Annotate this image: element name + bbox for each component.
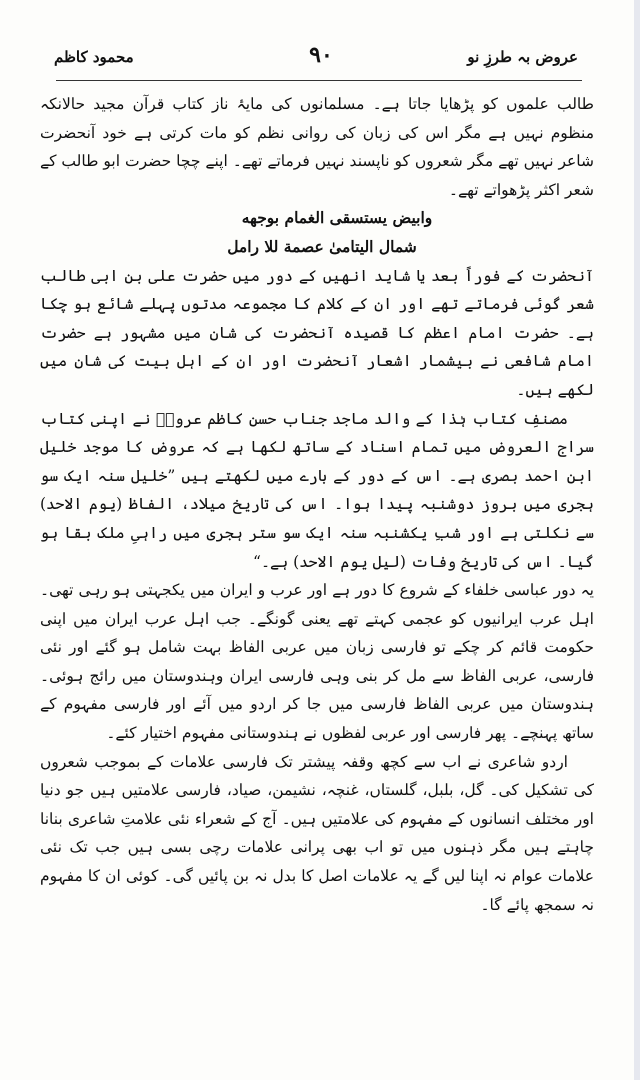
page-number: ٩٠ xyxy=(309,42,333,68)
paragraph-4: یہ دور عباسی خلفاء کے شروع کا دور ہے اور عرب و ایران میں یکجہتی ہو رہی تھی۔ اہل عرب ایرانیوں کو عجمی کہتے تھے یعنی گونگے۔ جب اہل عرب ایران میں اپنی حکومت قائم کر چکے تو فارسی زبان میں عربی الفاظ بہت شامل ہو گئے اور نئی فارسی، عربی الفاظ سے مل کر بنی وہی فارسی ایران وہندوستان میں رائج ہوئی۔ ہندوستان میں عربی الفاظ فارسی میں جا کر اردو میں آئے اور فارسی مفہوم کے ساتھ پہنچے۔ پھر فارسی اور عربی لفظوں نے ہندوستانی مفہوم اختیار کئے۔ xyxy=(40,581,594,743)
arabic-verse-line-2: شمال الیتامیٰ عصمة للا رامل xyxy=(227,236,417,256)
paragraph-1: طالب علموں کو پڑھایا جاتا ہے۔ مسلمانوں کی مایۂ ناز کتاب قرآن مجید حالانکہ منظوم نہیں ہے مگر اس کی زبان کی روانی نظم کو مات کرتی ہے خود آنحضرت شاعر نہیں تھے مگر شعروں کو ناپسند نہیں فرماتے تھے۔ اپنے چچا حضرت ابو طالب کے شعر اکثر پڑھواتے تھے۔ xyxy=(40,95,594,199)
paragraph-2: آنحضرت کے فوراً بعد یا شاید انھیں کے دور میں حضرت علی بن ابی طالب شعر گوئی فرماتے تھے اور ان کے کلام کا مجموعہ مدتوں پہلے شائع ہو چکا ہے۔ حضرت امام اعظم کا قصیدہ آنحضرت کی شان میں مشہور ہے حضرت امام شافعی نے بیشمار اشعار آنحضرت اور ان کے اہل بیت کی شان میں لکھے ہیں۔ xyxy=(40,266,594,399)
paragraph-5: اردو شاعری نے اب سے کچھ وقفہ پیشتر تک فارسی علامات کے بموجب شعروں کی تشکیل کی۔ گل، بلبل، گلستاں، غنچہ، نشیمن، صیاد، فارسی علامتیں ہیں جو دنیا اور مختلف انسانوں کے مفہوم کی علامتیں ہیں۔ آج کے شعراء نئی علامتِ شاعری بنانا چاہتے ہیں مگر ذہنوں میں تو اب بھی پرانی علامات رچی بسی ہیں جب تک نئی علامات عوام نہ اپنا لیں گے یہ علامات اصل کا بدل نہ بن پائیں گی۔ کوئی ان کا مفہوم نہ سمجھ پائے گا۔ xyxy=(40,752,594,914)
page-body xyxy=(40,90,594,919)
page-header xyxy=(44,42,598,72)
author-name: محمود کاظم xyxy=(54,48,134,66)
book-title: عروض بہ طرزِ نو xyxy=(467,48,578,66)
paragraph-3: مصنفِ کتاب ہٰذا کے والد ماجد جناب حسن کاظم عروضؔ نے اپنی کتاب سراج العروض میں تمام اسناد کے ساتھ لکھا ہے کہ عروض کا موجد خلیل ابن احمد بصری ہے۔ اس کے دور کے بارے میں لکھتے ہیں ”خلیل سنہ ایک سو ہجری میں بروز دوشنبہ پیدا ہوا۔ اس کی تاریخ میلاد، الفاظ (یوم الاحد) سے نکلتی ہے اور شبِ یکشنبہ سنہ ایک سو ستر ہجری میں راہیِ ملک بقا ہو گیا۔ اس کی تاریخ وفات (لیل یوم الاحد) ہے۔“ xyxy=(40,409,594,571)
arabic-verse-line-1: وابیض یستسقی الغمام بوجهه xyxy=(241,208,433,228)
header-divider xyxy=(56,80,582,81)
